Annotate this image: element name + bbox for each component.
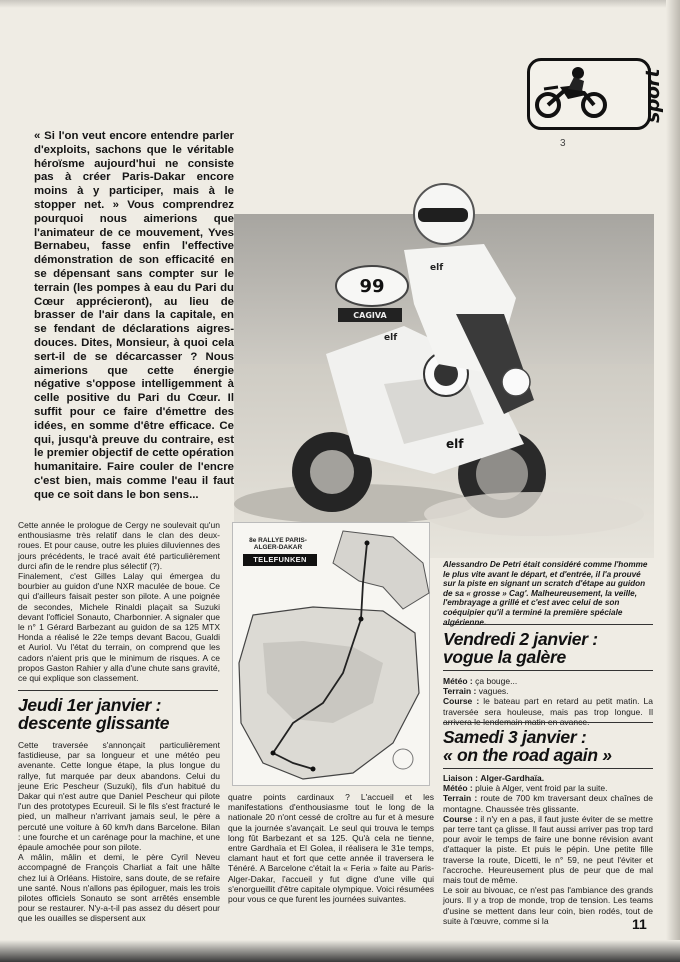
middle-paragraph: quatre points cardinaux ? L'accueil et les manifestations d'enthousiasme tout le long de la nationale 20 n'ont cessé de croître au fur et à mesure que la journée s'avançait. Le seul qui trouva le temps long fût Barbezant et sa 125. Qu'à cela ne tienne, entre Gardhaïa et El Golea, il réalisera le 31e temps, clamant haut et fort que cette année il traversera le Ténéré. A Barcelone c'était la « Feria » faite au Paris-Alger-Dakar, l'accueil y fut digne d'une ville qui s'enorgueillit d'être capitale olympique. Voici résumées pour vous ce que furent les journées suivantes. [228,792,434,905]
left-column [18,520,220,683]
course2-label: Course : [443,813,478,824]
terrain-label: Terrain : [443,686,477,697]
meteo-line [443,676,653,686]
course-label: Course : [443,696,480,707]
heading-vendredi-line2: vogue la galère [443,647,566,667]
terrain2-line [443,793,653,813]
sponsor-mark-3: elf [430,263,444,273]
heading-samedi-line1: Samedi 3 janvier : [443,727,587,747]
course2-line [443,814,653,885]
divider-left [18,690,218,691]
page-mark: 3 [560,138,566,149]
liaison-label: Liaison : [443,773,478,783]
divider-right-2 [443,670,653,671]
meteo2-line [443,783,653,793]
page-edge-top [0,0,680,8]
intro-quote: « Si l'on veut encore entendre parler d'exploits, sachons que le véritable héroïsme aujourd'hui ne consiste pas à créer Paris-Dakar encore moins à y participer, mais à le stopper net. » Vous comprendrez pourquoi nous aimerions que l'animateur de ce mouvement, Yves Bernabeu, fasse enfin l'effective démonstration de son efficacité en se dépensant sans compter sur le terrain (les pompes à eau du Pari du Cœur apprécieront), au lieu de brasser de l'air dans la capitale, en se fendant de déclarations aigres-douces. Dites, Monsieur, à quoi cela sert-il de se décarcasser ? Nous aimerions que cette énergie négative s'oppose intelligemment à celle positive du Pari du Cœur. Il suffit pour ce faire d'émettre des idées, en somme d'être efficace. Ce qui, jusqu'à preuve du contraire, est le premier objectif de cette opération humanitaire. Faire couler de l'encre c'est bien, mais comme l'eau il faut que ce soit dans le bon sens... [34,130,234,501]
sponsor-mark-4: elf [446,437,464,451]
meteo2-label: Météo : [443,783,473,794]
motorcycle-rider-icon [534,65,614,123]
course-value: le bateau part en retard au petit matin. La traversée sera houleuse, mais pas trop longue. Il arrivera le lendemain matin en avance. [443,696,653,727]
left-paragraph-4: A mâlin, mâlin et demi, le père Cyril Neveu accompagné de François Charliat a fait une hâlte chez lui à Orléans. Histoire, sans doute, de se refaire une santé. Nous n'allons pas épiloguer, mais les trois pilotes officiels Sonauto se sont arrêtés ensemble pour se restaurer. N'y-a-t-il pas assez du désert pour que les ouailles se dispersent aux [18,852,220,924]
rally-route-map [232,522,430,786]
left-paragraph-2: Finalement, c'est Gilles Lalay qui émergea du bourbier au guidon d'une NXR maculée de boue. Ce qui d'ailleurs faisait pester son pilote. A une poignée de secondes, Michele Rinaldi plaçait sa Suzuki devant l'officiel Sonauto, Charbonnier. A signaler que le n° 1 Gérard Barbezant au guidon de sa 125 MTX Honda a réalisé le 22e temps devant Bacou, Gualdi et Auriol. Vu l'état du terrain, on comprend que les cadors n'aient pris que le minimum de risques. A ce propos Gaston Rahier y alla d'une chute sans gravité, ce qui explique son classement. [18,571,220,684]
race-number: 99 [359,276,385,297]
rally-photo [234,214,654,558]
sport-section-logo [527,58,664,130]
samedi-details [443,773,653,926]
motorcycle-rider-illustration [234,214,654,558]
page-edge-bottom [0,940,680,962]
divider-right-3 [443,722,653,723]
liaison-line [443,773,653,783]
left-column-2 [18,740,220,924]
map-title: 8e RALLYE PARIS-ALGER-DAKAR [249,537,307,551]
sport-label: sport [642,69,664,123]
divider-right-1 [443,624,653,625]
heading-samedi [443,728,653,764]
vendredi-details [443,676,653,727]
meteo-label: Météo : [443,676,473,686]
sponsor-mark-1: elf [384,333,398,343]
terrain2-value: route de 700 km traversant deux chaînes de montagne. Chaussée très glissante. [443,793,653,814]
heading-jeudi-line1: Jeudi 1er janvier : [18,695,162,715]
sponsor-mark-2: CAGIVA [353,311,387,320]
terrain-value: vagues. [478,686,509,697]
heading-samedi-line2: « on the road again » [443,745,612,765]
left-paragraph-3: Cette traversée s'annonçait particulièrement fastidieuse, par sa longueur et une météo peu avenante. Cette longue étape, la plus longue du rallye, fut marquée par deux abandons. Celui du jeune Eric Pescheur (Suzuki), fils d'un habitué du Dakar qui n'est autre que Daniel Pescheur qui pilote l'un des prototypes Ecureuil. Si le fils s'est fracturé le pied, un malheur n'arrivant jamais seul, le père a percuté une voiture à 60 km/h dans Barcelone. Bilan : une fourche et un carénage pour la machine, et une épaule amochée pour son pilote. [18,740,220,853]
heading-jeudi-line2: descente glissante [18,713,170,733]
photo-caption: Alessandro De Petri était considéré comme l'homme le plus vite avant le départ, et d'entrée, il l'a prouvé sur la piste en signant un scratch d'étape au guidon de sa « grosse » Cag'. Malheureusement, la veille, l'embrayage a grillé et c'est avec celui de son coéquipier qu'il a terminé la première spéciale algérienne. [443,560,648,627]
right-paragraph-last: Le soir au bivouac, ce n'est pas l'ambiance des grands jours. Il y a trop de monde, trop de tension. Les teams d'usine se mettent dans leur coin, bien rodés, tout de suite à l'œuvre, comme si la [443,885,653,926]
terrain-line [443,686,653,696]
map-brand: TELEFUNKEN [243,554,317,566]
liaison-value: Alger-Gardhaïa. [480,773,545,783]
meteo2-value: pluie à Alger, vent froid par la suite. [475,783,608,794]
heading-vendredi [443,630,653,666]
left-paragraph-1: Cette année le prologue de Cergy ne soulevait qu'un enthousiasme très relatif dans le clan des deux-roues. Et pour cause, outre les pluies diluviennes des jours précédents, le tracé avait été particulièrement durci afin de le rendre plus sélectif (?). [18,520,220,571]
divider-right-4 [443,768,653,769]
page-number: 11 [632,916,647,932]
page-edge-right [666,0,680,962]
meteo-value: ça bouge... [475,676,518,686]
course2-value: il n'y en a pas, il faut juste éviter de se mettre par terre tant ça glisse. Il faut aussi arriver pas trop tard pour avoir le temps de faire une bonne révision avant d'attaquer la piste. Et puis le pépin. Une petite fille traverse la route, Dicetti, le n° 59, ne peut l'éviter et l'accroche. Heureusement plus de peur que de mal mais tout de même. [443,813,653,886]
terrain2-label: Terrain : [443,793,478,804]
heading-vendredi-line1: Vendredi 2 janvier : [443,629,598,649]
heading-jeudi [18,696,220,732]
